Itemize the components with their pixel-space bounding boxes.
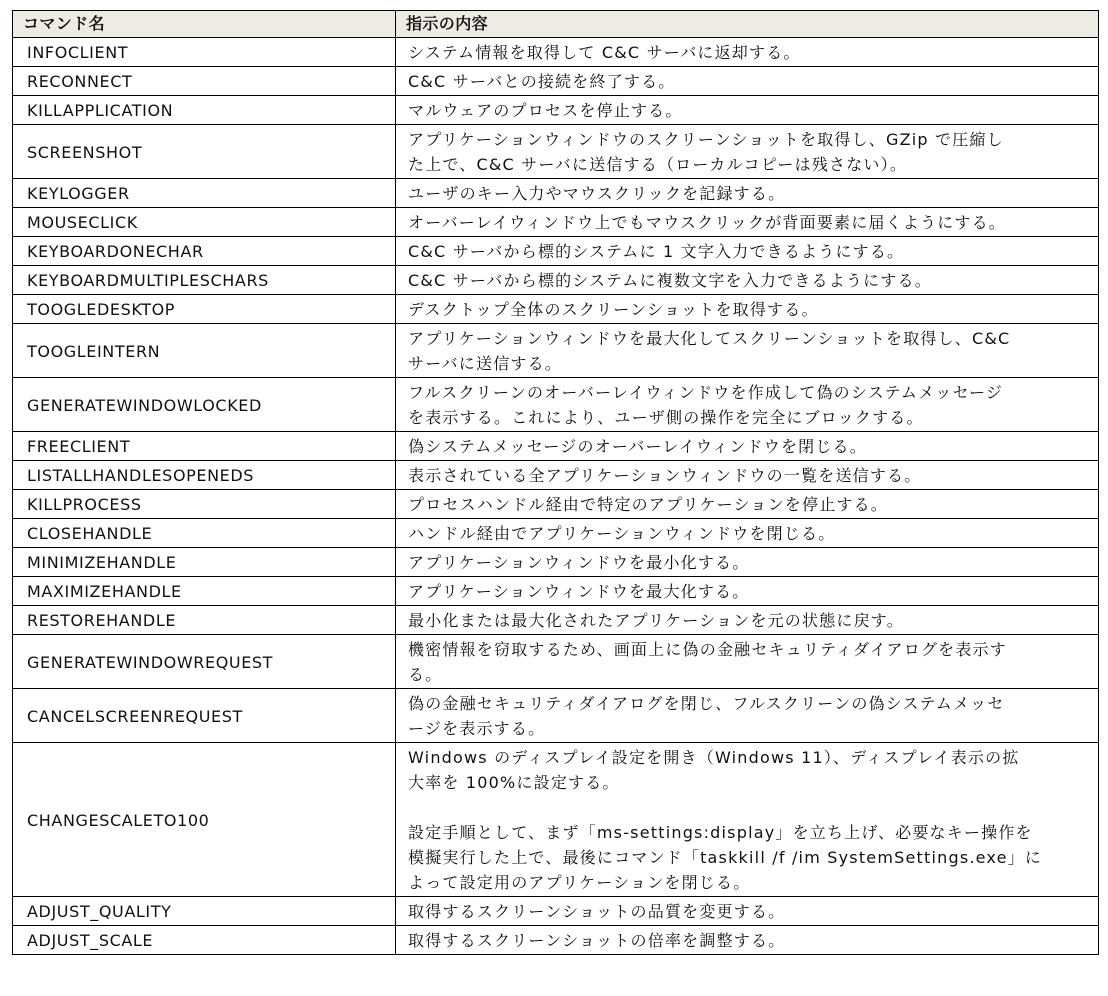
command-name-cell: KEYBOARDONECHAR — [13, 237, 396, 266]
description-line: オーバーレイウィンドウ上でもマウスクリックが背面要素に届くようにする。 — [408, 213, 1007, 232]
description-cell — [396, 548, 1099, 577]
table-row — [13, 490, 1099, 519]
description-line: アプリケーションウィンドウのスクリーンショットを取得し、GZip で圧縮し — [408, 130, 1004, 149]
table-row — [13, 237, 1099, 266]
description-cell — [396, 266, 1099, 295]
header-command-name: コマンド名 — [13, 11, 396, 38]
description-line: デスクトップ全体のスクリーンショットを取得する。 — [408, 300, 819, 319]
description-line: ージを表示する。 — [408, 719, 546, 738]
description-line: フルスクリーンのオーバーレイウィンドウを作成して偽のシステムメッセージ — [408, 383, 1004, 402]
description-line: 最小化または最大化されたアプリケーションを元の状態に戻す。 — [408, 611, 904, 630]
description-cell — [396, 577, 1099, 606]
description-line — [408, 795, 1086, 820]
description-cell — [396, 38, 1099, 67]
description-line: 機密情報を窃取するため、画面上に偽の金融セキュリティダイアログを表示す — [408, 640, 1007, 659]
description-line: 設定手順として、まず「ms-settings:display」を立ち上げ、必要なキー操作を — [408, 823, 1033, 842]
description-line: た上で、C&C サーバに送信する（ローカルコピーは残さない）。 — [408, 155, 908, 174]
header-instruction-content: 指示の内容 — [396, 11, 1099, 38]
table-row — [13, 67, 1099, 96]
description-line: る。 — [408, 665, 443, 684]
table-row — [13, 38, 1099, 67]
table-row — [13, 743, 1099, 897]
command-name-cell: TOOGLEDESKTOP — [13, 295, 396, 324]
description-cell — [396, 461, 1099, 490]
description-line: アプリケーションウィンドウを最大化してスクリーンショットを取得し、C&C — [408, 329, 1011, 348]
description-line: よって設定用のアプリケーションを閉じる。 — [408, 873, 751, 892]
command-table — [12, 10, 1099, 955]
command-name-cell: INFOCLIENT — [13, 38, 396, 67]
description-cell — [396, 324, 1099, 378]
command-name-cell: ADJUST_SCALE — [13, 926, 396, 955]
table-row — [13, 689, 1099, 743]
table-body — [13, 38, 1099, 955]
description-cell — [396, 67, 1099, 96]
command-name-cell: KILLAPPLICATION — [13, 96, 396, 125]
description-line: C&C サーバから標的システムに複数文字を入力できるようにする。 — [408, 271, 932, 290]
description-cell — [396, 743, 1099, 897]
description-cell — [396, 237, 1099, 266]
description-cell — [396, 490, 1099, 519]
description-line: C&C サーバとの接続を終了する。 — [408, 72, 676, 91]
table-row — [13, 926, 1099, 955]
description-cell — [396, 519, 1099, 548]
description-line: 大率を 100%に設定する。 — [408, 773, 620, 792]
table-row — [13, 378, 1099, 432]
description-line: を表示する。これにより、ユーザ側の操作を完全にブロックする。 — [408, 408, 924, 427]
description-line: マルウェアのプロセスを停止する。 — [408, 101, 683, 120]
description-cell — [396, 926, 1099, 955]
command-name-cell: MAXIMIZEHANDLE — [13, 577, 396, 606]
table-header — [13, 11, 1099, 38]
command-name-cell: CANCELSCREENREQUEST — [13, 689, 396, 743]
command-name-cell: MINIMIZEHANDLE — [13, 548, 396, 577]
description-line: 取得するスクリーンショットの品質を変更する。 — [408, 902, 786, 921]
command-name-cell: RECONNECT — [13, 67, 396, 96]
description-line: プロセスハンドル経由で特定のアプリケーションを停止する。 — [408, 495, 889, 514]
description-cell — [396, 897, 1099, 926]
table-row — [13, 548, 1099, 577]
description-line: C&C サーバから標的システムに 1 文字入力できるようにする。 — [408, 242, 905, 261]
description-line: 表示されている全アプリケーションウィンドウの一覧を送信する。 — [408, 466, 922, 485]
table-row — [13, 266, 1099, 295]
table-row — [13, 324, 1099, 378]
description-cell — [396, 125, 1099, 179]
description-line: サーバに送信する。 — [408, 354, 563, 373]
description-line: 取得するスクリーンショットの倍率を調整する。 — [408, 931, 786, 950]
command-name-cell: LISTALLHANDLESOPENEDS — [13, 461, 396, 490]
table-row — [13, 519, 1099, 548]
table-row — [13, 635, 1099, 689]
command-name-cell: MOUSECLICK — [13, 208, 396, 237]
description-line: ユーザのキー入力やマウスクリックを記録する。 — [408, 184, 786, 203]
description-cell — [396, 606, 1099, 635]
description-cell — [396, 295, 1099, 324]
description-line: 偽の金融セキュリティダイアログを閉じ、フルスクリーンの偽システムメッセ — [408, 694, 1005, 713]
command-name-cell: SCREENSHOT — [13, 125, 396, 179]
table-row — [13, 577, 1099, 606]
command-name-cell: RESTOREHANDLE — [13, 606, 396, 635]
description-cell — [396, 432, 1099, 461]
description-line: アプリケーションウィンドウを最小化する。 — [408, 553, 750, 572]
table-row — [13, 461, 1099, 490]
description-cell — [396, 179, 1099, 208]
description-cell — [396, 635, 1099, 689]
description-line: 模擬実行した上で、最後にコマンド「taskkill /f /im SystemSettings.exe」に — [408, 848, 1043, 867]
command-name-cell: KEYLOGGER — [13, 179, 396, 208]
description-line: アプリケーションウィンドウを最大化する。 — [408, 582, 750, 601]
description-cell — [396, 208, 1099, 237]
command-name-cell: GENERATEWINDOWREQUEST — [13, 635, 396, 689]
table-row — [13, 179, 1099, 208]
description-cell — [396, 689, 1099, 743]
command-name-cell: CHANGESCALETO100 — [13, 743, 396, 897]
command-name-cell: KILLPROCESS — [13, 490, 396, 519]
command-name-cell: ADJUST_QUALITY — [13, 897, 396, 926]
table-row — [13, 208, 1099, 237]
table-row — [13, 295, 1099, 324]
command-name-cell: CLOSEHANDLE — [13, 519, 396, 548]
description-line: Windows のディスプレイ設定を開き（Windows 11）、ディスプレイ表示の拡 — [408, 748, 1020, 767]
command-name-cell: GENERATEWINDOWLOCKED — [13, 378, 396, 432]
description-cell — [396, 378, 1099, 432]
command-name-cell: FREECLIENT — [13, 432, 396, 461]
table-row — [13, 125, 1099, 179]
header-row — [13, 11, 1099, 38]
description-cell — [396, 96, 1099, 125]
table-row — [13, 432, 1099, 461]
command-name-cell: TOOGLEINTERN — [13, 324, 396, 378]
description-line: システム情報を取得して C&C サーバに返却する。 — [408, 43, 801, 62]
command-name-cell: KEYBOARDMULTIPLESCHARS — [13, 266, 396, 295]
command-table-container — [12, 10, 1098, 955]
description-line: 偽システムメッセージのオーバーレイウィンドウを閉じる。 — [408, 437, 867, 456]
description-line: ハンドル経由でアプリケーションウィンドウを閉じる。 — [408, 524, 836, 543]
table-row — [13, 606, 1099, 635]
table-row — [13, 897, 1099, 926]
table-row — [13, 96, 1099, 125]
